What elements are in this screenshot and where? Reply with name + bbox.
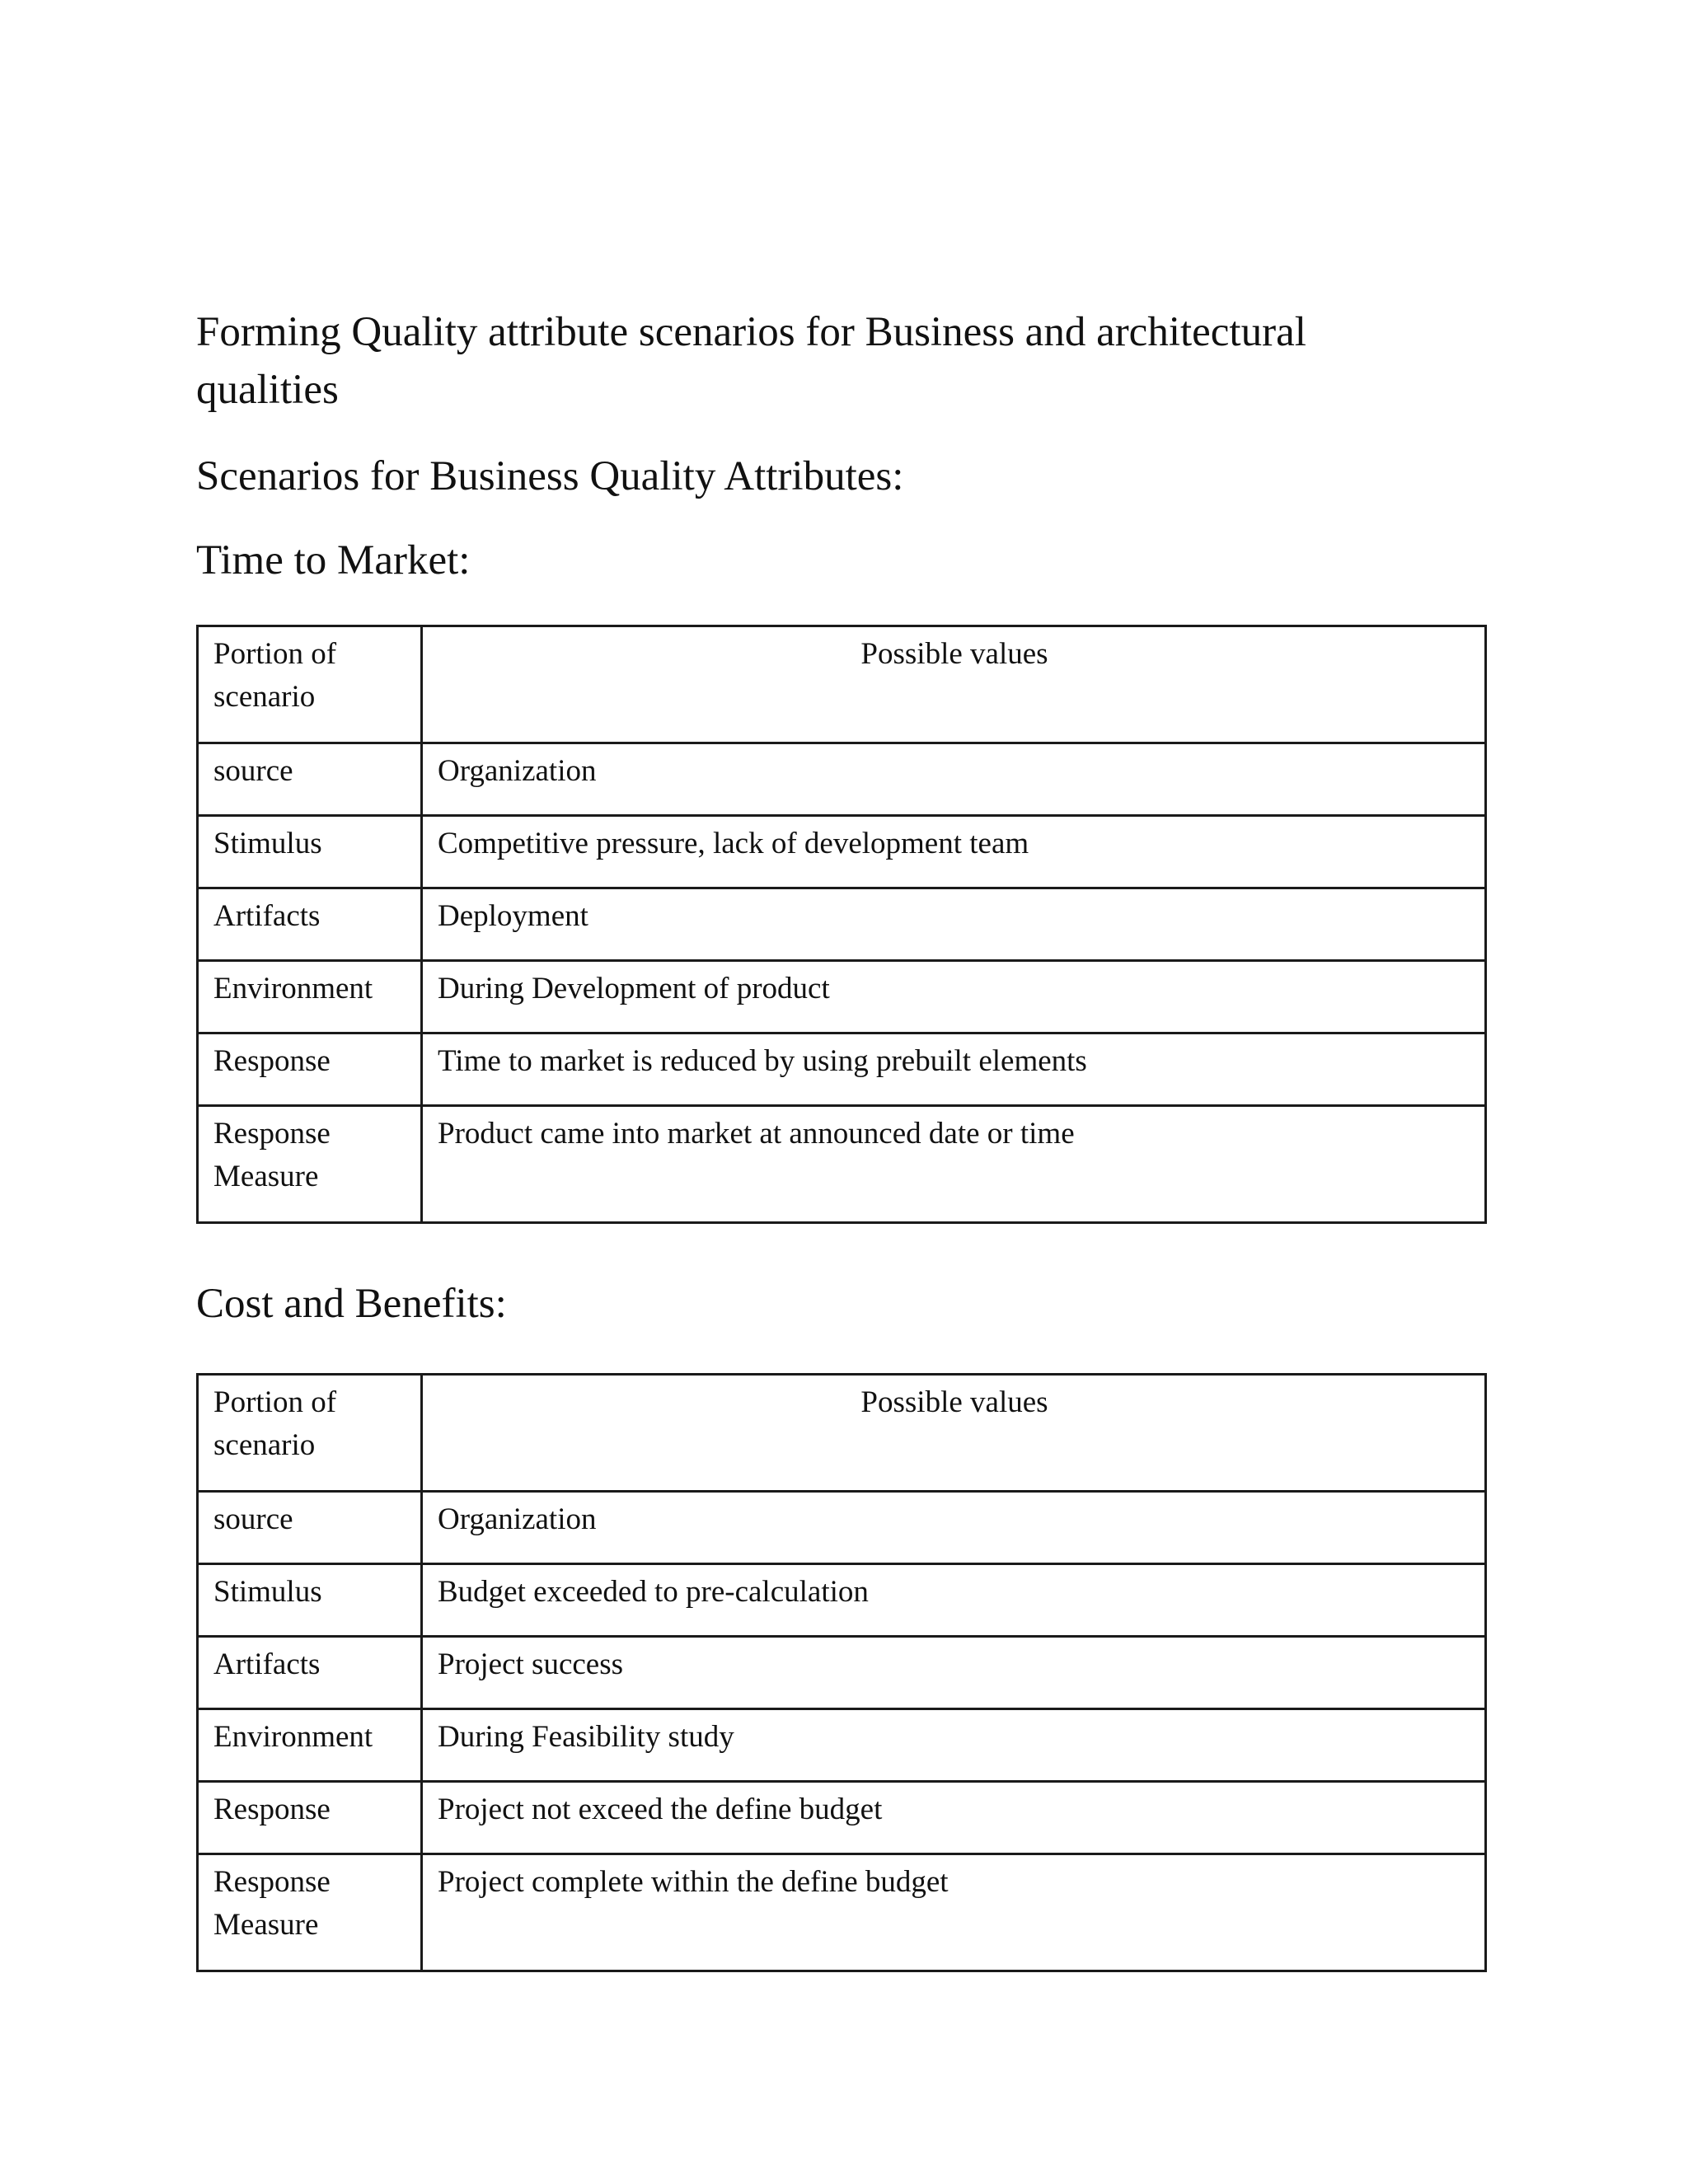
value-cell: Time to market is reduced by using prebuilt elements	[422, 1033, 1486, 1106]
value-cell: Deployment	[422, 888, 1486, 961]
table-row	[198, 1564, 1486, 1637]
table-row	[198, 743, 1486, 816]
value-cell: Organization	[422, 1492, 1486, 1564]
table-row	[198, 1033, 1486, 1106]
table-row	[198, 1492, 1486, 1564]
time-to-market-heading: Time to Market:	[196, 537, 471, 583]
portion-cell: Environment	[198, 1709, 422, 1782]
portion-cell: Response	[198, 1782, 422, 1854]
value-cell: Product came into market at announced date or time	[422, 1106, 1486, 1223]
portion-cell: Stimulus	[198, 816, 422, 888]
table-row	[198, 888, 1486, 961]
value-cell: During Feasibility study	[422, 1709, 1486, 1782]
value-cell: Budget exceeded to pre-calculation	[422, 1564, 1486, 1637]
header-portion-cell: Portion of scenario	[198, 626, 422, 743]
value-cell: Project success	[422, 1637, 1486, 1709]
portion-cell: Artifacts	[198, 888, 422, 961]
value-cell: Project complete within the define budget	[422, 1854, 1486, 1971]
portion-cell: source	[198, 743, 422, 816]
value-cell: During Development of product	[422, 961, 1486, 1033]
table-header-row	[198, 1375, 1486, 1492]
table-row	[198, 1637, 1486, 1709]
table-row	[198, 1782, 1486, 1854]
portion-cell: Artifacts	[198, 1637, 422, 1709]
portion-cell: Response Measure	[198, 1106, 422, 1223]
value-cell: Organization	[422, 743, 1486, 816]
table-header-row	[198, 626, 1486, 743]
header-portion-cell: Portion of scenario	[198, 1375, 422, 1492]
time-to-market-table	[196, 625, 1487, 1224]
cost-and-benefits-table	[196, 1373, 1487, 1972]
portion-cell: Response Measure	[198, 1854, 422, 1971]
table-row	[198, 1709, 1486, 1782]
value-cell: Project not exceed the define budget	[422, 1782, 1486, 1854]
document-title: Forming Quality attribute scenarios for Business and architectural qualities	[196, 309, 1306, 413]
portion-cell: source	[198, 1492, 422, 1564]
portion-cell: Response	[198, 1033, 422, 1106]
portion-cell: Stimulus	[198, 1564, 422, 1637]
portion-cell: Environment	[198, 961, 422, 1033]
header-values-cell: Possible values	[422, 626, 1486, 743]
value-cell: Competitive pressure, lack of development team	[422, 816, 1486, 888]
table-row	[198, 816, 1486, 888]
section-heading: Scenarios for Business Quality Attributes:	[196, 453, 904, 499]
header-values-cell: Possible values	[422, 1375, 1486, 1492]
table-row	[198, 961, 1486, 1033]
table-row	[198, 1854, 1486, 1971]
table-row	[198, 1106, 1486, 1223]
cost-and-benefits-heading: Cost and Benefits:	[196, 1281, 507, 1327]
